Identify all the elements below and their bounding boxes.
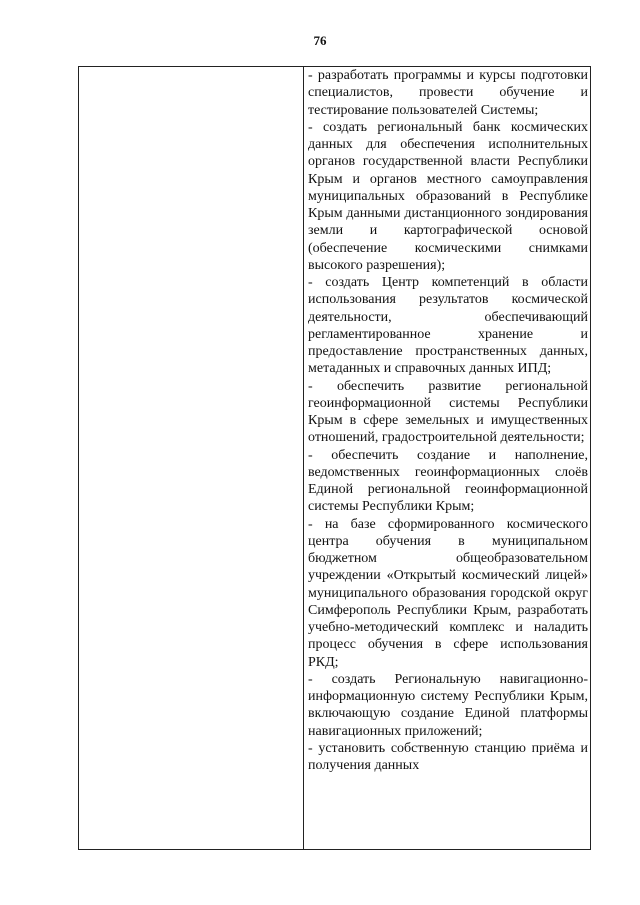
list-item-geoinformation-system: - обеспечить развитие региональной геоинформационной системы Республики Крым в сфере земельных и имущественных отношений, градостроительной деятельности;: [308, 378, 588, 446]
measures-list: [304, 67, 590, 849]
right-text-cell: [304, 67, 591, 850]
table-row: [79, 67, 591, 850]
list-item-space-lyceum: - на базе сформированного космического центра обучения в муниципальном бюджетном общеобразовательном учреждении «Открытый космический лицей» муниципального образования городской округ Симферополь Республики Крым, разработать учебно-методический комплекс и наладить процесс обучения в сфере использования РКД;: [308, 516, 588, 670]
list-item-navigation-system: - создать Региональную навигационно-информационную систему Республики Крым, включающую создание Единой платформы навигационных приложений;: [308, 671, 588, 739]
document-table: [78, 66, 591, 850]
list-item-training: - разработать программы и курсы подготовки специалистов, провести обучение и тестирование пользователей Системы;: [308, 68, 588, 118]
page-number: 76: [313, 33, 327, 48]
list-item-receiving-station: - установить собственную станцию приёма и получения данных: [308, 740, 588, 773]
list-item-competence-center: - создать Центр компетенций в области использования результатов космической деятельности, обеспечивающий регламентированное хранение и предоставление пространственных данных, метаданных и справочных данных ИПД;: [308, 275, 588, 377]
list-item-departmental-layers: - обеспечить создание и наполнение, ведомственных геоинформационных слоёв Единой региональной геоинформационной системы Республики Крым;: [308, 447, 588, 515]
list-item-space-data-bank: - создать региональный банк космических данных для обеспечения исполнительных органов государственной власти Республики Крым и органов местного самоуправления муниципальных образований в Республике Крым данными дистанционного зондирования земли и картографической основой (обеспечение космическими снимками высокого разрешения);: [308, 119, 588, 273]
left-empty-cell: [79, 67, 304, 850]
